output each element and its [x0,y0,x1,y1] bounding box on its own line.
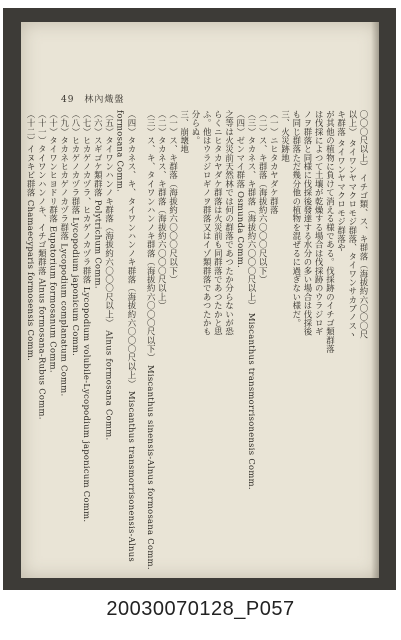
text-line: （十）タイワンヒヨドリ群落 Eupatorium formosanum Comm. [48,110,59,373]
text-line: （二）タカネス、キ群落（海拔約六〇〇〇尺以上） [157,110,168,310]
text-line: （三）タカネス、キ群落（海拔約六〇〇〇尺以上） Miscanthus transmorrisonensis Comm. [246,110,257,490]
page-number: 49 [61,95,75,105]
text-line: （四）ゼンマイ群落 Osmunda Comm. [235,110,246,268]
text-line: （四）タカネス、キ、タイワンハンノキ群落（海拔約六〇〇〇尺以上） Miscanthus transmorrisonensis-Alnus formosana Comm. [115,110,137,563]
page-header [61,92,124,105]
text-line: （一）ス、キ群落（海拔約六〇〇〇尺以下） [168,110,179,284]
text-line: （六）スギゴケ類群落 Polytrichum Comm. [93,110,104,289]
text-line: は伐採によつて土壤が乾燥する場合は伐採跡のウラジロギ [314,110,325,336]
book-page [21,22,379,578]
text-line: （一）ニヒタカヤダケ群落 [269,110,280,215]
text-line: 三、火災跡地 [280,110,291,163]
text-line: らくニヒタカヤダケ群落は火災前も同群落であつたかと思 [213,110,224,336]
text-line: （三）ス、キ、タイワンハンノキ群落（海拔約六〇〇〇尺以下） Miscanthus sinensis-Alnus formosana Comm. [146,110,157,570]
text-line: 以上） タイワンヤマクロモジ群落、タイワンサカブノスヽ [347,110,358,339]
text-line: （七）ヒカゲノカヅラ、ヒカゲノカヅラ群落 Lycopodium volubile-Lycopodium japonicum Comm. [82,110,93,523]
text-line: 〇〇〇尺以上） イチゴ類、ス、キ群落（海拔約六〇〇〇尺 [359,110,369,339]
scanned-page-photo [3,8,396,590]
text-line: 之等は火災前天然林では何の群落であつたか分らないが恐 [224,110,235,336]
text-line: （九）タカネヒカゲノカヅラ群落 Lycopodium complanatum Comm. [59,110,70,397]
text-line: （八）ヒカゲノカヅラ群落 Lycopodium japonicum Comm. [70,110,81,357]
text-line: が其他の植物に負けて消える様である。伐採跡のイチゴ類群落 [325,110,336,354]
vertical-body-text [26,110,369,570]
text-line: ふ。他はウラジロギノヲ群落又はイゾ類群落であつたかも [202,110,213,336]
text-line: （五）タイワンハンノキ群落（海拔約六〇〇〇尺以上） Alnus formosana Comm. [104,110,115,441]
archive-id-caption: 20030070128_P057 [106,598,295,620]
text-line: も同じ群落ただ幾分他の植物を混ぜるに過ぎない様だ。 [291,110,302,328]
text-line: （十一）タイワンハンノキ、イチゴ類群落 Alnus formosana-Rubus Comm. [37,110,48,420]
text-line: ノヲ群落と同様に伐採後發達する水分の多い場合は伐採後 [302,110,313,336]
running-title: 林內熾盤 [84,95,125,105]
text-line: 分らぬ。 [190,110,201,145]
text-line: キ群落 タイワンヤマクロモジ群落や [336,110,347,253]
text-line: （十二）イヌキビ群落 Chamaecyparis formosensis Comm. [26,110,37,361]
text-line: 三、崩壊地 [179,110,190,154]
text-line: （二）ス、キ群落（海拔約六〇〇〇尺以下） [258,110,269,284]
